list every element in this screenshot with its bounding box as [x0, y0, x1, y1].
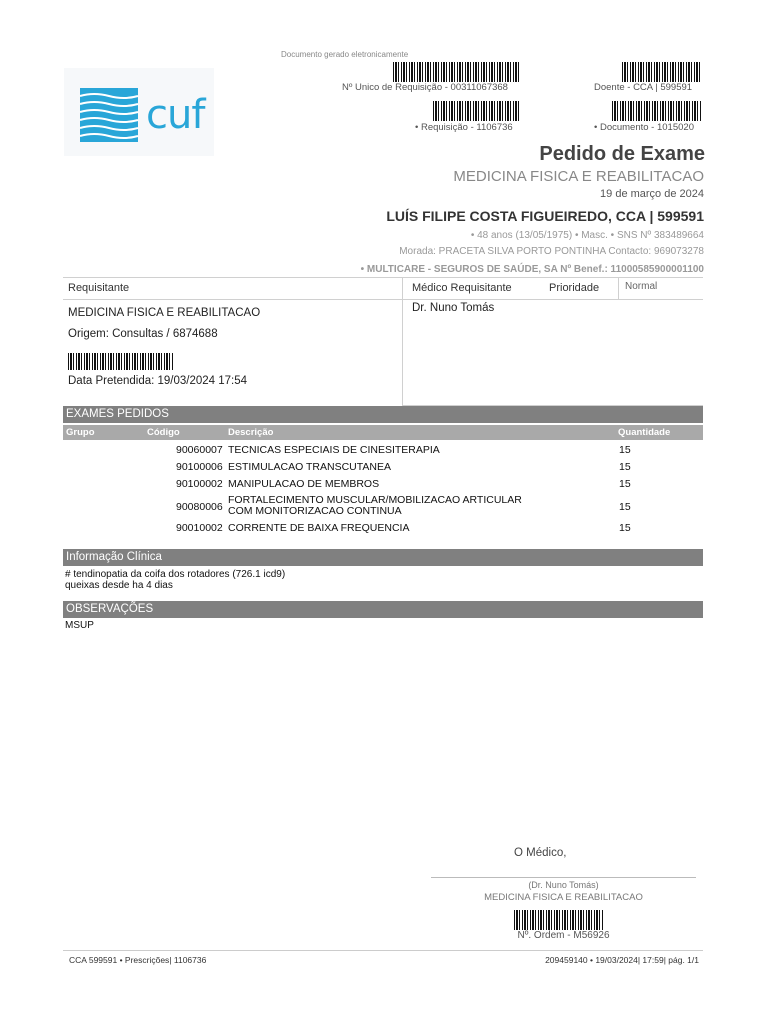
patient-name: LUÍS FILIPE COSTA FIGUEIREDO, CCA | 599591: [386, 208, 704, 224]
exam-desc: CORRENTE DE BAIXA FREQUENCIA: [228, 522, 410, 534]
clinical-line-2: queixas desde ha 4 dias: [65, 580, 173, 591]
document-date: 19 de março de 2024: [600, 188, 704, 200]
requisitante-service: MEDICINA FISICA E REABILITACAO: [68, 307, 261, 319]
exam-desc: TECNICAS ESPECIAIS DE CINESITERAPIA: [228, 444, 440, 456]
patient-insurance: • MULTICARE - SEGUROS DE SAÚDE, SA Nº Benef.: 11000585900001100: [360, 264, 704, 275]
medico-requisitante-label: Médico Requisitante: [412, 282, 512, 294]
observations-header: OBSERVAÇÕES: [63, 601, 703, 618]
patient-details: • 48 anos (13/05/1975) • Masc. • SNS Nº 383489664: [470, 230, 704, 241]
prioridade-label: Prioridade: [549, 282, 600, 294]
exam-desc: ESTIMULACAO TRANSCUTANEA: [228, 461, 391, 473]
patient-address: Morada: PRACETA SILVA PORTO PONTINHA Contacto: 969073278: [399, 246, 704, 257]
signature-doctor-name: (Dr. Nuno Tomás): [528, 880, 599, 890]
exams-header: EXAMES PEDIDOS: [63, 406, 703, 423]
unique-req-label: Nº Unico de Requisição - 00311067368: [342, 82, 508, 93]
barcode-unique-req: [393, 62, 521, 82]
col-quantidade: Quantidade: [618, 427, 671, 438]
target-date: Data Pretendida: 19/03/2024 17:54: [68, 375, 248, 387]
barcode-documento: [612, 101, 702, 121]
clinical-line-1: # tendinopatia da coifa dos rotadores (726.1 icd9): [65, 569, 286, 580]
doente-label: Doente - CCA | 599591: [594, 82, 693, 93]
exam-desc-line1: FORTALECIMENTO MUSCULAR/MOBILIZACAO ARTICULAR: [228, 494, 522, 506]
exam-desc-line2: COM MONITORIZACAO CONTINUA: [228, 505, 402, 517]
clinical-header: Informação Clínica: [63, 549, 703, 566]
barcode-requisicao: [433, 101, 521, 121]
exam-qty: 15: [619, 522, 631, 534]
exams-column-header: [63, 425, 703, 440]
exam-code: 90100002: [176, 478, 223, 490]
footer-left: CCA 599591 • Prescrições| 1106736: [69, 955, 207, 965]
col-codigo: Código: [147, 427, 180, 438]
o-medico-label: O Médico,: [514, 847, 567, 859]
col-grupo: Grupo: [66, 427, 95, 438]
generated-note: Documento gerado eletronicamente: [281, 50, 409, 59]
priority-divider: [618, 277, 619, 299]
request-header-divider: [63, 299, 703, 300]
requisitante-label: Requisitante: [68, 282, 130, 294]
exam-desc: [228, 495, 522, 517]
page-title: Pedido de Exame: [539, 143, 705, 165]
exam-qty: 15: [619, 478, 631, 490]
exam-code: 90080006: [176, 501, 223, 513]
barcode-order: [514, 910, 604, 930]
signature-order: Nº. Ordem - M56926: [517, 930, 610, 941]
footer-divider: [63, 950, 703, 951]
medico-name: Dr. Nuno Tomás: [412, 302, 495, 314]
specialty-title: MEDICINA FISICA E REABILITACAO: [453, 168, 704, 185]
exam-qty: 15: [619, 444, 631, 456]
col-descricao: Descrição: [228, 427, 274, 438]
exam-code: 90060007: [176, 444, 223, 456]
request-vertical-divider: [402, 277, 403, 405]
prioridade-value: Normal: [625, 281, 658, 292]
observations-text: MSUP: [65, 620, 94, 631]
exam-desc: MANIPULACAO DE MEMBROS: [228, 478, 380, 490]
requisicao-label: • Requisição - 1106736: [415, 122, 513, 133]
exam-code: 90100006: [176, 461, 223, 473]
barcode-requisitante: [68, 353, 174, 370]
exam-code: 90010002: [176, 522, 223, 534]
logo-text: cuf: [146, 92, 205, 138]
barcode-doente: [622, 62, 702, 82]
requisitante-origin: Origem: Consultas / 6874688: [68, 328, 218, 340]
signature-specialty: MEDICINA FISICA E REABILITACAO: [484, 892, 643, 903]
exam-qty: 15: [619, 461, 631, 473]
documento-label: • Documento - 1015020: [594, 122, 694, 133]
signature-line: [431, 877, 696, 878]
cuf-logo: [64, 68, 214, 156]
exam-qty: 15: [619, 501, 631, 513]
footer-right: 209459140 • 19/03/2024| 17:59| pág. 1/1: [545, 955, 699, 965]
